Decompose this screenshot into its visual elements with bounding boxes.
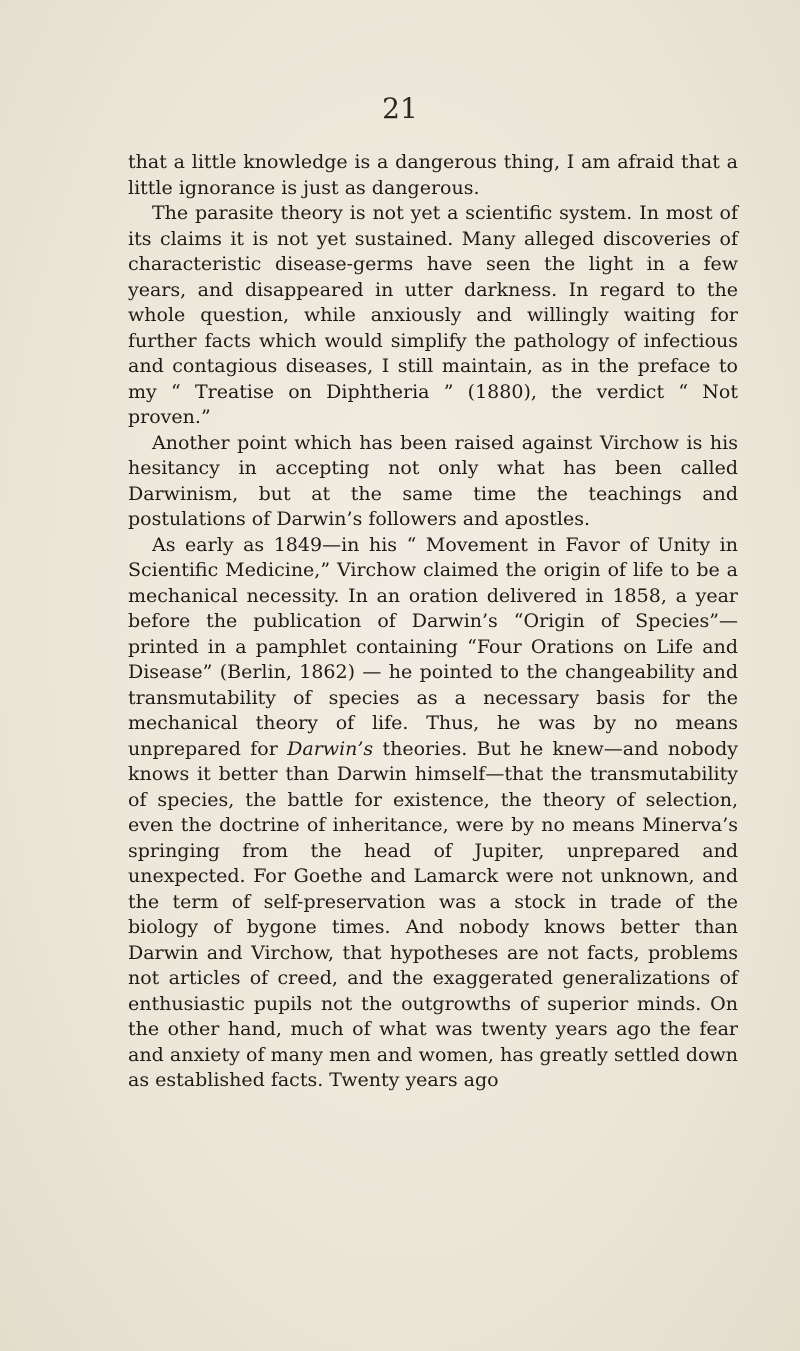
paragraph-text-part: As early as 1849—in his “ Movement in Favor of Unity in Scientific Medicine,” Virchow claimed the origin of life to be a mechanical necessity. In an oration delivered in 1858, a year before the publication of Darwin’s “Origin of Species”—printed in a pamphlet containing “Four Orations on Life and Disease” (Berlin, 1862) — he pointed to the changeability and transmutability of species as a necessary basis for the mechanical theory of life. Thus, he was by no means unprepared for (128, 533, 738, 760)
page-number: 21 (382, 92, 418, 125)
paragraph-early-1849 (128, 533, 738, 1094)
body-text (128, 150, 738, 1094)
paragraph-continued: that a little knowledge is a dangerous thing, I am afraid that a little ignorance is just as dangerous. (128, 151, 738, 199)
paragraph-virchow-darwinism: Another point which has been raised against Virchow is his hesitancy in accepting not only what has been called Darwinism, but at the same time the teachings and postulations of Darwin’s followers and apostles. (128, 431, 738, 530)
paragraph-parasite-theory: The parasite theory is not yet a scientific system. In most of its claims it is not yet sustained. Many alleged discoveries of characteristic disease-germs have seen the light in a few years, and disappeared in utter darkness. In regard to the whole question, while anxiously and willingly waiting for further facts which would simplify the pathology of infectious and contagious diseases, I still maintain, as in the preface to my “ Treatise on Diphtheria ” (1880), the verdict “ Not proven.” (128, 202, 738, 428)
italic-darwins: Darwin’s (287, 737, 374, 760)
paragraph-text-part: theories. But he knew—and nobody knows it better than Darwin himself—that the transmutability of species, the battle for existence, the theory of selection, even the doctrine of inheritance, were by no means Minerva’s springing from the head of Jupiter, unprepared and unexpected. For Goethe and Lamarck were not unknown, and the term of self-preservation was a stock in trade of the biology of bygone times. And nobody knows better than Darwin and Virchow, that hypotheses are not facts, problems not articles of creed, and the exaggerated generalizations of enthusiastic pupils not the outgrowths of superior minds. On the other hand, much of what was twenty years ago the fear and anxiety of many men and women, has greatly settled down as established facts. Twenty years ago (128, 737, 739, 1091)
